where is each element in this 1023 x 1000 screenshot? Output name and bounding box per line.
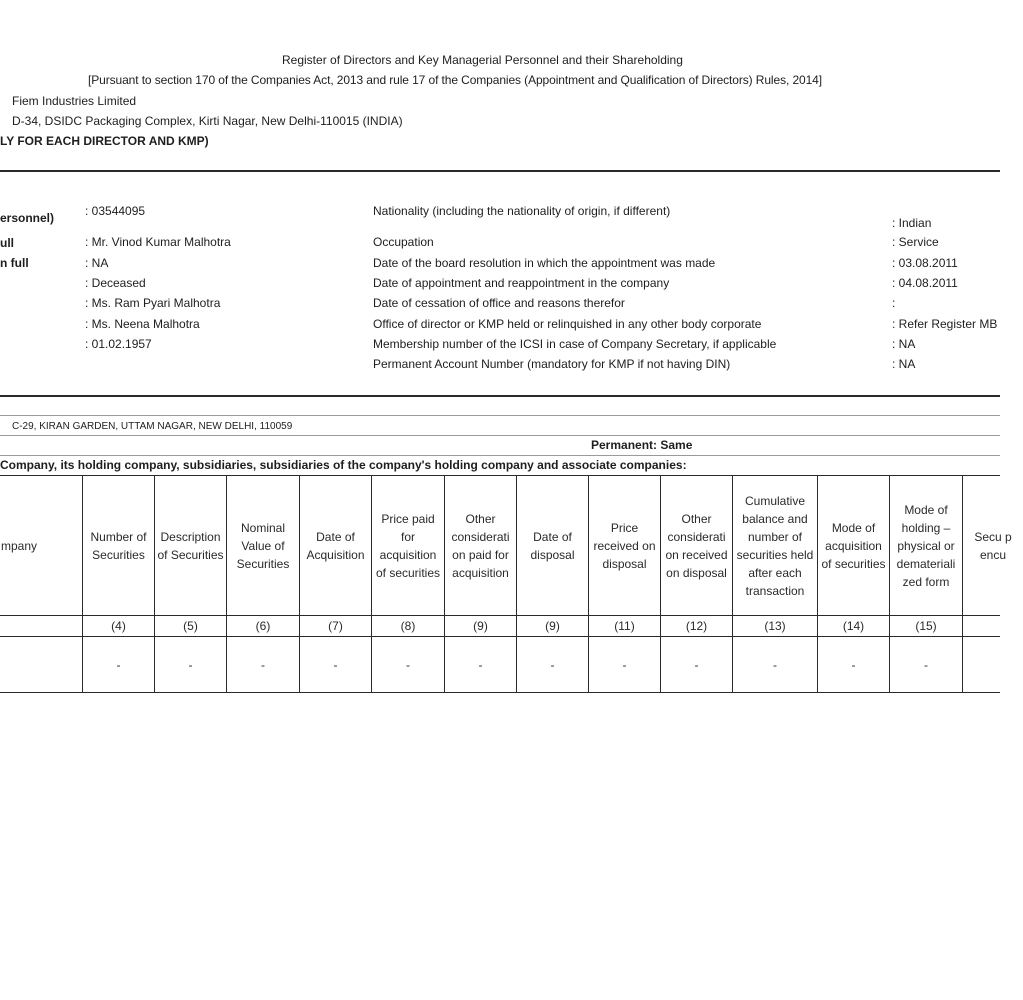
column-number: (4) bbox=[111, 619, 126, 633]
table-cell: - bbox=[116, 657, 121, 672]
icsi-label: Membership number of the ICSI in case of Company Secretary, if applicable bbox=[373, 337, 777, 351]
column-header: Mode of holding – physical or demateriali zed form bbox=[896, 502, 956, 589]
address-rule bbox=[0, 435, 1000, 436]
table-bottom-border bbox=[0, 692, 1000, 693]
column-number: (8) bbox=[400, 619, 416, 633]
former-name-value: : NA bbox=[85, 256, 109, 270]
father-name-value: : Deceased bbox=[85, 276, 146, 290]
column-header: Other considerati on received on disposal bbox=[665, 511, 728, 580]
column-number: (13) bbox=[764, 619, 786, 633]
pan-label: Permanent Account Number (mandatory for KMP if not having DIN) bbox=[373, 357, 731, 371]
occupation-label: Occupation bbox=[373, 235, 434, 249]
permanent-rule bbox=[0, 455, 1000, 456]
label-personnel: ersonnel) bbox=[0, 211, 55, 225]
column-number: (15) bbox=[915, 619, 937, 633]
column-header: Secu p encu bbox=[974, 529, 1012, 562]
table-cell: - bbox=[333, 657, 338, 672]
table-cell: - bbox=[550, 657, 555, 672]
column-header: Nominal Value of Securities bbox=[236, 520, 290, 571]
column-header: Price paid for acquisition of securities bbox=[375, 511, 441, 580]
appointment-date-label: Date of appointment and reappointment in the company bbox=[373, 276, 670, 290]
column-number: (7) bbox=[328, 619, 343, 633]
column-header: Price received on disposal bbox=[593, 520, 656, 571]
table-cell: - bbox=[261, 657, 265, 672]
column-header: Number of Securities bbox=[90, 529, 147, 562]
column-header: Cumulative balance and number of securities held after each transaction bbox=[736, 493, 814, 598]
label-in-full: n full bbox=[0, 256, 29, 270]
column-number: (5) bbox=[183, 619, 198, 633]
icsi-value: : NA bbox=[892, 337, 916, 351]
table-cell: - bbox=[773, 657, 777, 672]
table-cell: - bbox=[924, 657, 928, 672]
other-office-label: Office of director or KMP held or relinquished in any other body corporate bbox=[373, 317, 762, 331]
column-number: (14) bbox=[842, 619, 865, 633]
table-cell: - bbox=[851, 657, 856, 672]
label-full: ull bbox=[0, 236, 14, 250]
table-cell: - bbox=[478, 657, 483, 672]
table-cell: - bbox=[622, 657, 627, 672]
column-number: (12) bbox=[685, 619, 708, 633]
register-subtitle: [Pursuant to section 170 of the Companies Act, 2013 and rule 17 of the Companies (Appointment and Qualification of Directors) Rules, 2014] bbox=[88, 73, 822, 87]
other-office-value: : Refer Register MB bbox=[892, 317, 998, 331]
appointment-date-value: : 04.08.2011 bbox=[892, 276, 958, 290]
column-header: Other considerati on paid for acquisition bbox=[451, 511, 510, 580]
din-value: : 03544095 bbox=[85, 204, 146, 218]
spouse-name-value: : Ms. Neena Malhotra bbox=[85, 317, 200, 331]
company-address: D-34, DSIDC Packaging Complex, Kirti Nagar, New Delhi-110015 (INDIA) bbox=[12, 114, 403, 128]
cessation-label: Date of cessation of office and reasons therefor bbox=[373, 296, 625, 310]
column-number: (9) bbox=[545, 619, 560, 633]
faint-rule bbox=[0, 415, 1000, 416]
column-number: (11) bbox=[614, 619, 635, 633]
board-resolution-label: Date of the board resolution in which the appointment was made bbox=[373, 256, 716, 270]
column-number: (6) bbox=[255, 619, 271, 633]
column-header: Mode of acquisition of securities bbox=[821, 520, 886, 571]
table-cell: - bbox=[694, 657, 699, 672]
column-header: Date of disposal bbox=[530, 529, 575, 562]
register-title: Register of Directors and Key Managerial Personnel and their Shareholding bbox=[282, 53, 683, 67]
column-header-company: mpany bbox=[1, 538, 38, 553]
company-name: Fiem Industries Limited bbox=[12, 94, 137, 108]
column-header: Description of Securities bbox=[157, 529, 224, 562]
nationality-label: Nationality (including the nationality of origin, if different) bbox=[373, 204, 671, 218]
details-divider bbox=[0, 395, 1000, 397]
column-number: (9) bbox=[473, 619, 488, 633]
mother-name-value: : Ms. Ram Pyari Malhotra bbox=[85, 296, 221, 310]
table-cell: - bbox=[406, 657, 410, 672]
column-header: Date of Acquisition bbox=[306, 529, 365, 562]
dob-value: : 01.02.1957 bbox=[85, 337, 152, 351]
pan-value: : NA bbox=[892, 357, 916, 371]
present-address: C-29, KIRAN GARDEN, UTTAM NAGAR, NEW DELHI, 110059 bbox=[12, 421, 293, 432]
section-heading: LY FOR EACH DIRECTOR AND KMP) bbox=[0, 134, 209, 148]
board-resolution-value: : 03.08.2011 bbox=[892, 256, 958, 270]
occupation-value: : Service bbox=[892, 235, 939, 249]
permanent-address: Permanent: Same bbox=[591, 438, 693, 452]
name-value: : Mr. Vinod Kumar Malhotra bbox=[85, 235, 231, 249]
securities-heading: Company, its holding company, subsidiaries, subsidiaries of the company's holding company and associate companies: bbox=[0, 458, 687, 472]
top-divider bbox=[0, 170, 1000, 172]
cessation-value: : bbox=[892, 296, 896, 310]
nationality-value: : Indian bbox=[892, 216, 932, 230]
table-cell: - bbox=[188, 657, 193, 672]
